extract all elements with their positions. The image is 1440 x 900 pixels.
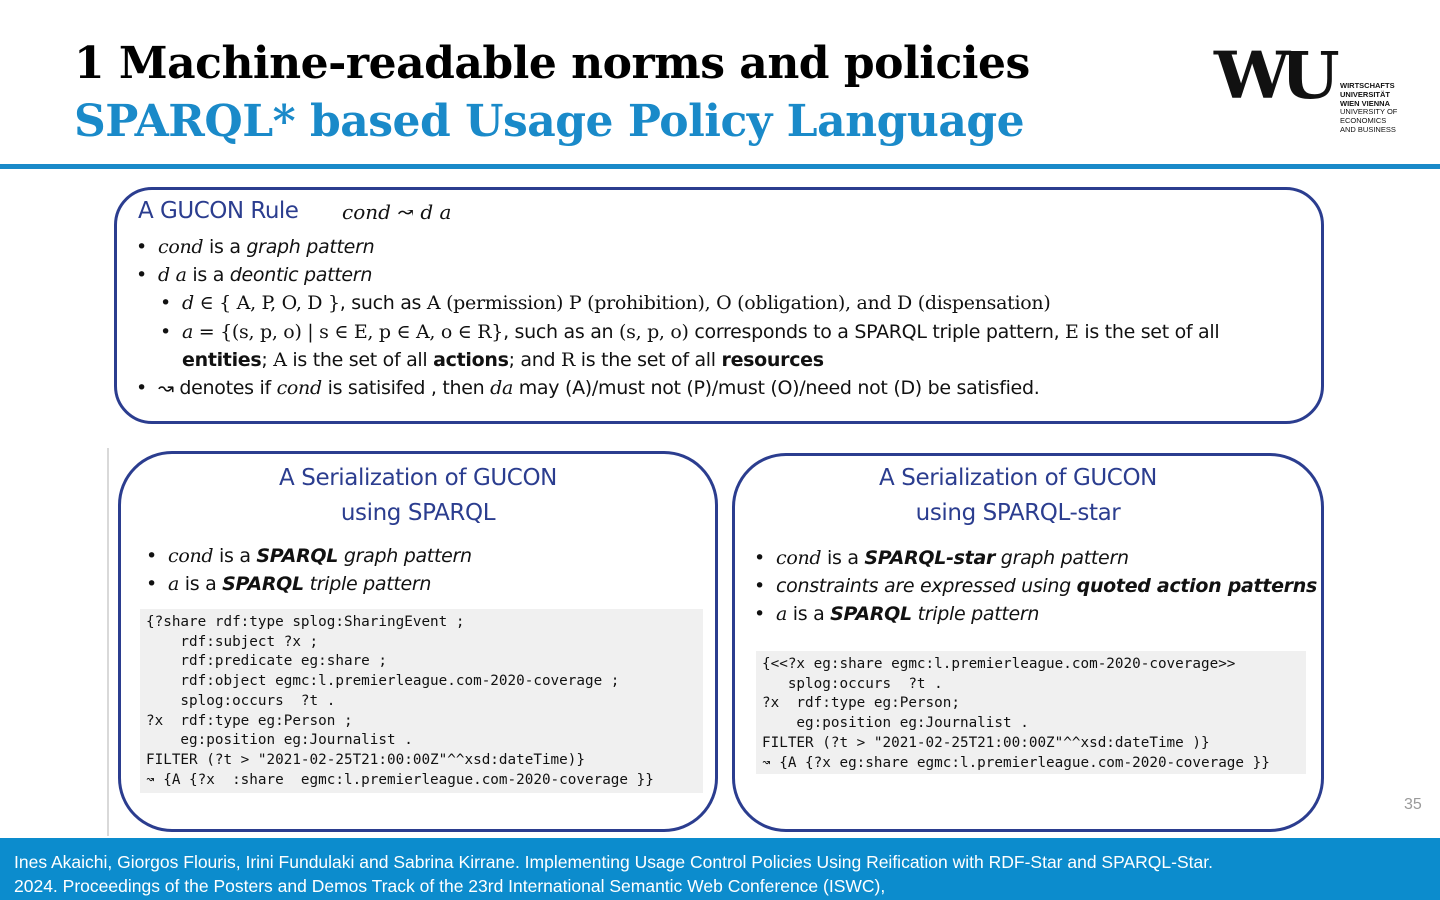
citation-text: Ines Akaichi, Giorgos Flouris, Irini Fundulaki and Sabrina Kirrane. Implementing Usage Control Policies Using Reification with RDF-Star and SPARQL-Star. 2024. Proceedings of the Posters and Demos Track of the 23rd International Semantic Web Conference (ISWC), xyxy=(14,852,1213,896)
wu-logo-mark: WU xyxy=(1214,38,1330,114)
slide-title: 1 Machine-readable norms and policies xyxy=(74,38,1030,89)
gucon-sub-bullet-d: • d ∈ { A, P, O, D }, such as A (permission) P (prohibition), O (obligation), and D (dispensation) xyxy=(160,292,1051,314)
gucon-rule-title: A GUCON Rule xyxy=(138,198,299,224)
sparql-star-bullet-a: • a is a SPARQL triple pattern xyxy=(754,603,1040,625)
citation-footer xyxy=(0,838,1440,900)
gucon-rule-formula: cond ↝ d a xyxy=(342,200,452,224)
sparql-star-code-block: {<<?x eg:share egmc:l.premierleague.com-2020-coverage>> splog:occurs ?t . ?x rdf:type eg:Person; eg:position eg:Journalist . FILTER (?t > "2021-02-25T21:00:00Z"^^xsd:dateTime )} ↝ {A {?x eg:share egmc:l.premierleague.com-2020-coverage }} xyxy=(756,651,1306,774)
sparql-star-bullet-constraints: • constraints are expressed using quoted action patterns xyxy=(754,575,1317,597)
left-image-edge xyxy=(107,448,109,836)
page-number: 35 xyxy=(1404,796,1422,813)
sparql-bullet-a: • a is a SPARQL triple pattern xyxy=(146,573,432,595)
wu-logo-text: WIRTSCHAFTS UNIVERSITÄT WIEN VIENNA UNIVERSITY OF ECONOMICS AND BUSINESS xyxy=(1340,81,1398,134)
gucon-bullet-leadsto: • ↝ denotes if cond is satisifed , then da may (A)/must not (P)/must (O)/need not (D) be satisfied. xyxy=(136,377,1040,399)
gucon-sub-bullet-a: • a = {(s, p, o) | s ∈ E, p ∈ A, o ∈ R}, such as an (s, p, o) corresponds to a SPARQL triple pattern, E is the set of all xyxy=(160,321,1220,343)
sparql-code-block: {?share rdf:type splog:SharingEvent ; rdf:subject ?x ; rdf:predicate eg:share ; rdf:object egmc:l.premierleague.com-2020-coverage ; splog:occurs ?t . ?x rdf:type eg:Person ; eg:position eg:Journalist . FILTER (?t > "2021-02-25T21:00:00Z"^^xsd:dateTime)} ↝ {A {?x :share egmc:l.premierleague.com-2020-coverage }} xyxy=(140,609,703,793)
sparql-box-title: A Serialization of GUCON using SPARQL xyxy=(279,465,557,526)
gucon-bullet-cond: • cond is a graph pattern xyxy=(136,236,375,258)
sparql-bullet-cond: • cond is a SPARQL graph pattern xyxy=(146,545,472,567)
header-divider xyxy=(0,164,1440,169)
sparql-star-bullet-cond: • cond is a SPARQL-star graph pattern xyxy=(754,547,1129,569)
sparql-star-box-title: A Serialization of GUCON using SPARQL-star xyxy=(879,465,1157,526)
gucon-bullet-deontic: • d a is a deontic pattern xyxy=(136,264,373,286)
slide-subtitle: SPARQL* based Usage Policy Language xyxy=(74,96,1025,147)
wu-logo xyxy=(1214,38,1414,142)
gucon-sub-bullet-a-cont: entities; A is the set of all actions; and R is the set of all resources xyxy=(182,349,824,371)
